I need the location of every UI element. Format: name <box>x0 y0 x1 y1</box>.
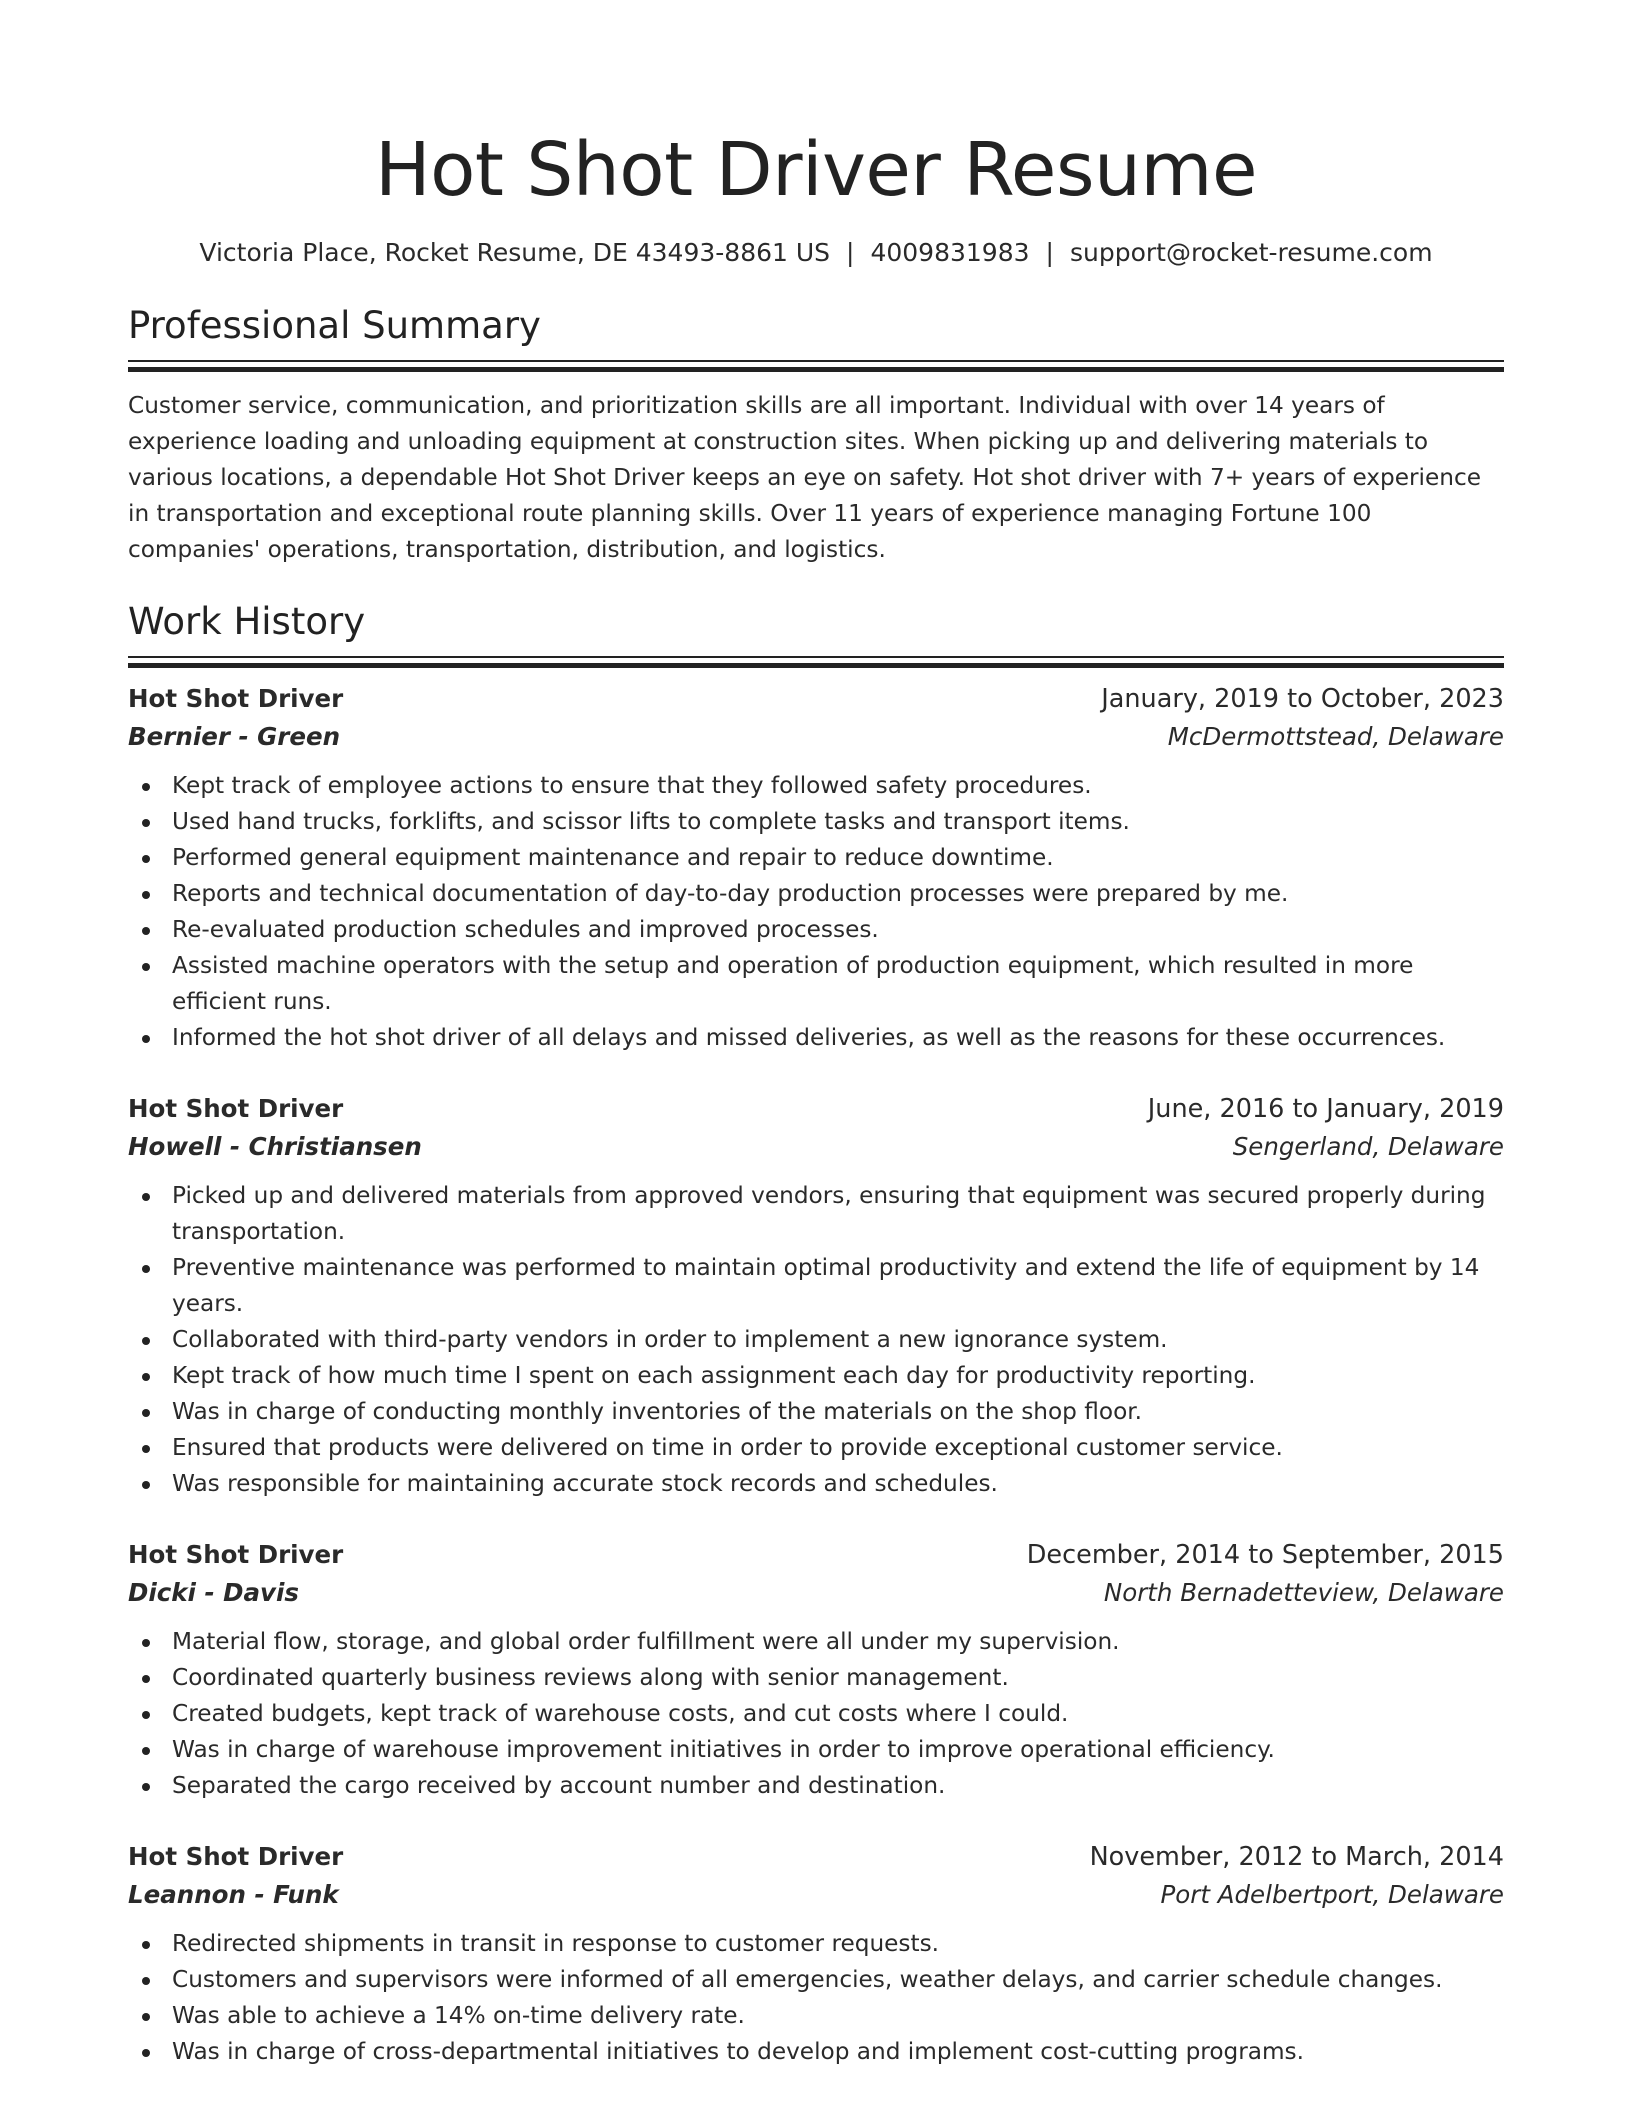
job-entry <box>128 680 1504 1056</box>
contact-line <box>128 236 1504 270</box>
list-item: Was responsible for maintaining accurate stock records and schedules. <box>172 1466 1504 1502</box>
list-item: Kept track of employee actions to ensure that they followed safety procedures. <box>172 768 1504 804</box>
job-entry <box>128 1536 1504 1804</box>
job-entry <box>128 1838 1504 2070</box>
contact-address: Victoria Place, Rocket Resume, DE 43493-8861 US <box>199 238 831 267</box>
summary-text: Customer service, communication, and prioritization skills are all important. Individual with over 14 years of experience loading and unloading equipment at construction sites. When picking up and delivering materials to various locations, a dependable Hot Shot Driver keeps an eye on safety. Hot shot driver with 7+ years of experience in transportation and exceptional route planning skills. Over 11 years of experience managing Fortune 100 companies' operations, transportation, distribution, and logistics. <box>128 392 1481 563</box>
list-item: Was able to achieve a 14% on-time delivery rate. <box>172 1998 1504 2034</box>
job-title: Hot Shot Driver <box>128 1094 344 1123</box>
job-bullet-list <box>128 1178 1504 1502</box>
job-bullet-list <box>128 768 1504 1056</box>
section-divider <box>128 360 1504 372</box>
list-item: Picked up and delivered materials from approved vendors, ensuring that equipment was secured properly during transportation. <box>172 1178 1504 1250</box>
contact-separator: | <box>846 238 855 267</box>
job-title: Hot Shot Driver <box>128 684 344 713</box>
list-item: Collaborated with third-party vendors in order to implement a new ignorance system. <box>172 1322 1504 1358</box>
list-item: Was in charge of warehouse improvement initiatives in order to improve operational efficiency. <box>172 1732 1504 1768</box>
job-company-row <box>128 1128 1504 1166</box>
job-bullet-list <box>128 1624 1504 1804</box>
job-dates: January, 2019 to October, 2023 <box>1101 684 1504 714</box>
contact-email: support@rocket-resume.com <box>1069 238 1433 267</box>
section-heading-work-history: Work History <box>128 600 366 643</box>
job-title: Hot Shot Driver <box>128 1842 344 1871</box>
job-company-row <box>128 1574 1504 1612</box>
contact-separator: | <box>1045 238 1054 267</box>
job-dates: June, 2016 to January, 2019 <box>1147 1094 1504 1124</box>
contact-phone: 4009831983 <box>870 238 1030 267</box>
professional-summary-section <box>128 302 1504 568</box>
job-location: Port Adelbertport, Delaware <box>1160 1880 1504 1909</box>
list-item: Was in charge of conducting monthly inventories of the materials on the shop floor. <box>172 1394 1504 1430</box>
list-item: Material flow, storage, and global order fulfillment were all under my supervision. <box>172 1624 1504 1660</box>
list-item: Preventive maintenance was performed to maintain optimal productivity and extend the life of equipment by 14 years. <box>172 1250 1504 1322</box>
job-entry <box>128 1090 1504 1502</box>
job-company: Bernier - Green <box>128 722 341 751</box>
job-company-row <box>128 1876 1504 1914</box>
section-heading-summary: Professional Summary <box>128 304 541 347</box>
section-divider <box>128 656 1504 668</box>
list-item: Redirected shipments in transit in response to customer requests. <box>172 1926 1504 1962</box>
job-location: North Bernadetteview, Delaware <box>1103 1578 1504 1607</box>
list-item: Was in charge of cross-departmental initiatives to develop and implement cost-cutting programs. <box>172 2034 1504 2070</box>
job-header-row <box>128 1536 1504 1574</box>
list-item: Reports and technical documentation of day-to-day production processes were prepared by me. <box>172 876 1504 912</box>
job-company-row <box>128 718 1504 756</box>
job-company: Leannon - Funk <box>128 1880 339 1909</box>
list-item: Informed the hot shot driver of all delays and missed deliveries, as well as the reasons for these occurrences. <box>172 1020 1504 1056</box>
job-location: McDermottstead, Delaware <box>1167 722 1504 751</box>
job-header-row <box>128 1838 1504 1876</box>
list-item: Created budgets, kept track of warehouse costs, and cut costs where I could. <box>172 1696 1504 1732</box>
list-item: Kept track of how much time I spent on each assignment each day for productivity reporting. <box>172 1358 1504 1394</box>
list-item: Customers and supervisors were informed of all emergencies, weather delays, and carrier schedule changes. <box>172 1962 1504 1998</box>
resume-page <box>128 0 1504 2070</box>
job-list <box>128 680 1504 2070</box>
job-bullet-list <box>128 1926 1504 2070</box>
list-item: Used hand trucks, forklifts, and scissor lifts to complete tasks and transport items. <box>172 804 1504 840</box>
job-title: Hot Shot Driver <box>128 1540 344 1569</box>
job-header-row <box>128 680 1504 718</box>
job-company: Dicki - Davis <box>128 1578 299 1607</box>
list-item: Assisted machine operators with the setup and operation of production equipment, which resulted in more efficient runs. <box>172 948 1504 1020</box>
list-item: Ensured that products were delivered on time in order to provide exceptional customer service. <box>172 1430 1504 1466</box>
list-item: Coordinated quarterly business reviews along with senior management. <box>172 1660 1504 1696</box>
resume-title: Hot Shot Driver Resume <box>374 127 1258 213</box>
list-item: Separated the cargo received by account number and destination. <box>172 1768 1504 1804</box>
job-dates: December, 2014 to September, 2015 <box>1026 1540 1504 1570</box>
list-item: Re-evaluated production schedules and improved processes. <box>172 912 1504 948</box>
list-item: Performed general equipment maintenance and repair to reduce downtime. <box>172 840 1504 876</box>
job-location: Sengerland, Delaware <box>1232 1132 1504 1161</box>
job-company: Howell - Christiansen <box>128 1132 422 1161</box>
job-header-row <box>128 1090 1504 1128</box>
work-history-section <box>128 598 1504 2070</box>
job-dates: November, 2012 to March, 2014 <box>1089 1842 1504 1872</box>
